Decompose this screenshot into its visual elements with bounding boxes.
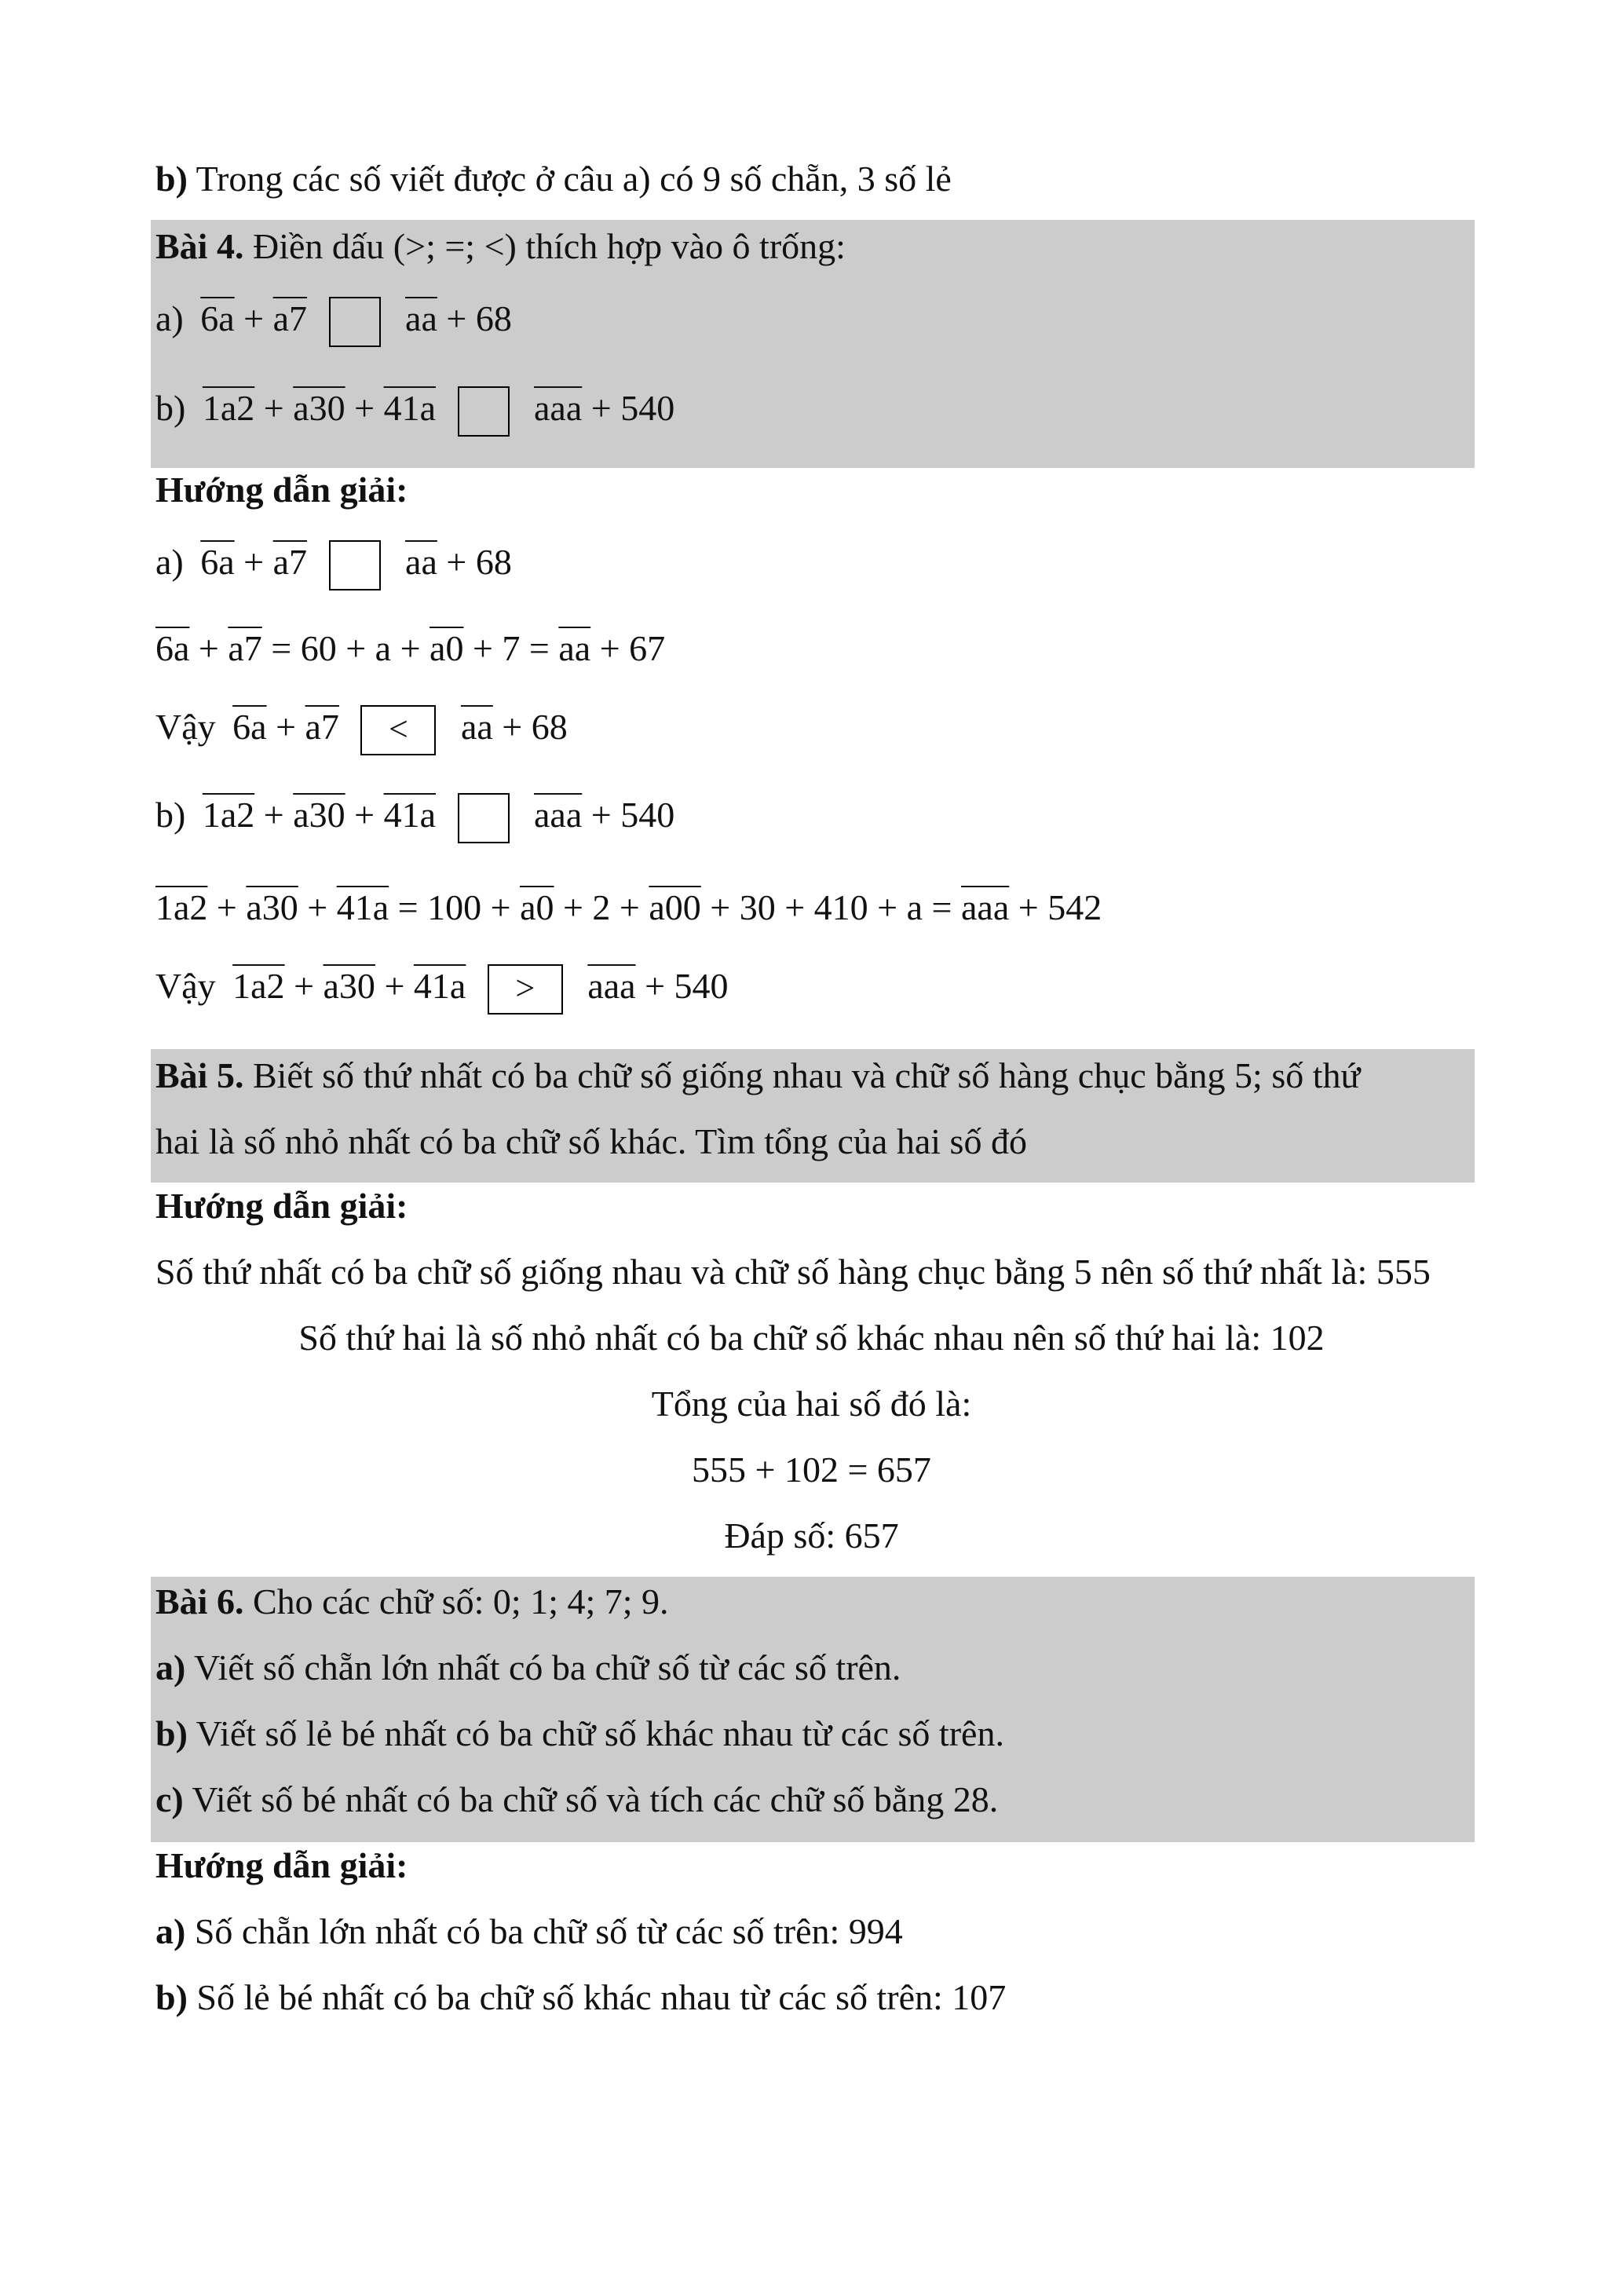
bai4-b: b) 1a2 + a30 + 41a $\overline{aaa} + 540$ [155, 385, 674, 437]
bai6-a: a) Viết số chẵn lớn nhất có ba chữ số từ các số trên. [155, 1647, 901, 1687]
sol4-b-calculation: $1a2 + a30 + 41a = 100 + a0 + 2 + a00 + 30 + 410 + a = \overline{aaa} + 542$ [155, 887, 1102, 927]
sol4-b-conclusion: Vậy $1a2 + a30 + 41a > \overline{aaa} + 540$ [155, 963, 729, 1015]
answer-box[interactable] [458, 386, 510, 437]
solution-heading: Hướng dẫn giải: [155, 1186, 408, 1226]
bai6-c: c) Viết số bé nhất có ba chữ số và tích các chữ số bằng 28. [155, 1779, 999, 1819]
sol4-a-calculation: $6a + a7 = 60 + a + a0 + 7 = \overline{aa} + 67$ [155, 628, 666, 668]
bai6-heading: Bài 6. Cho các chữ số: 0; 1; 4; 7; 9. [155, 1581, 669, 1621]
answer-box-filled: < [360, 705, 436, 755]
sol5-line2: Số thứ hai là số nhỏ nhất có ba chữ số khác nhau nên số thứ hai là: 102 [298, 1318, 1325, 1358]
sol5-answer: Đáp số: 657 [724, 1515, 899, 1556]
prev-part-b: b) Trong các số viết được ở câu a) có 9 số chẵn, 3 số lẻ [155, 159, 952, 199]
bai5-text-line2: hai là số nhỏ nhất có ba chữ số khác. Tìm tổng của hai số đó [155, 1121, 1027, 1161]
solution-heading: Hướng dẫn giải: [155, 470, 408, 510]
sol6-b: b) Số lẻ bé nhất có ba chữ số khác nhau từ các số trên: 107 [155, 1977, 1007, 2017]
bai4-a: a) 6a + a7 $\overline{aa} + 68$ [155, 295, 512, 347]
sol5-line1: Số thứ nhất có ba chữ số giống nhau và chữ số hàng chục bằng 5 nên số thứ nhất là: 555 [155, 1252, 1431, 1292]
answer-box[interactable] [458, 793, 510, 843]
answer-box[interactable] [329, 297, 381, 347]
bai6-b: b) Viết số lẻ bé nhất có ba chữ số khác nhau từ các số trên. [155, 1713, 1004, 1753]
answer-box-filled: > [488, 964, 563, 1015]
sol6-a: a) Số chẵn lớn nhất có ba chữ số từ các số trên: 994 [155, 1911, 903, 1951]
sol4-b-problem: b) 1a2 + a30 + 41a $\overline{aaa} + 540$ [155, 792, 674, 843]
sol4-a-conclusion: Vậy $6a + a7 < \overline{aa} + 68$ [155, 704, 568, 755]
answer-box[interactable] [329, 540, 381, 590]
bai4-heading: Bài 4. Điền dấu (>; =; <) thích hợp vào ô trống: [155, 226, 846, 266]
sol5-line3: Tổng của hai số đó là: [651, 1384, 972, 1424]
sol5-equation: 555 + 102 = 657 [692, 1450, 931, 1490]
solution-heading: Hướng dẫn giải: [155, 1845, 408, 1885]
bai5-heading: Bài 5. Biết số thứ nhất có ba chữ số giống nhau và chữ số hàng chục bằng 5; số thứ [155, 1055, 1361, 1095]
sol4-a-problem: a) 6a + a7 $\overline{aa} + 68$ [155, 539, 512, 590]
